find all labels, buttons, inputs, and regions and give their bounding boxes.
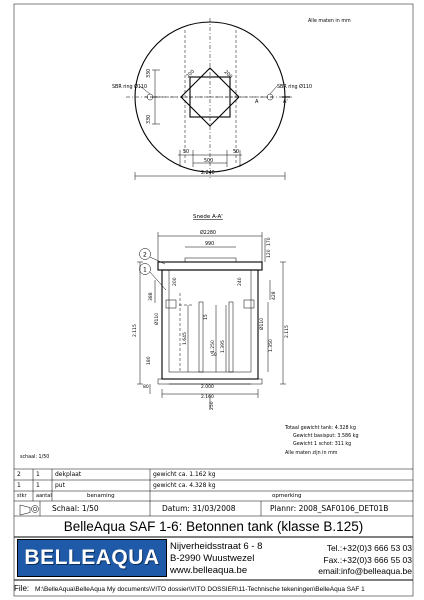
file-path: M:\BelleAqua\BelleAqua My documents\VITO dossier\VITO DOSSIER\11-Technische tekeningen\BelleAqua SAF 1 (34, 586, 365, 593)
header-name: benaming (87, 493, 115, 499)
section-title: Snede A-A' (193, 214, 223, 220)
company-fax: Fax.:+32(0)3 666 55 03 (323, 555, 412, 565)
company-email[interactable]: email:info@belleaqua.be (318, 566, 412, 576)
dim-15: 15 (204, 314, 209, 320)
dim-200: 200 (173, 277, 178, 286)
sbr-ring-left: SBR ring Ø110 (112, 85, 148, 90)
dim-phi110-left: Ø110 (155, 312, 160, 325)
outlet (244, 300, 254, 308)
company-logo (17, 539, 167, 577)
dim-388: 388 (149, 292, 154, 301)
header-nr: stkr (17, 493, 27, 499)
dim-120: 120 (267, 249, 272, 258)
top-note: Alle maten in mm (308, 19, 351, 24)
company-tel: Tel.:+32(0)3 666 53 03 (326, 543, 412, 553)
inlet (166, 300, 176, 308)
company-logo-text: BELLEAQUA (24, 546, 160, 569)
part-1-remark: gewicht ca. 4.328 kg (153, 482, 216, 489)
dim-1645: 1.645 (183, 332, 188, 345)
section-mark-a: A (255, 99, 259, 105)
file-path-line (14, 583, 413, 595)
company-city: B-2990 Wuustwezel (170, 553, 255, 564)
baffle-right (229, 302, 233, 372)
balloon-1-label: 1 (143, 266, 147, 274)
dim-phi110-right: Ø110 (260, 317, 265, 330)
dim-2115-right: 2.115 (285, 325, 290, 338)
manhole-lid (185, 258, 236, 262)
dimensions-note: Alle maten zijn in mm (285, 451, 338, 456)
sbr-ring-right: SBR ring Ø110 (277, 85, 313, 90)
cover-plate (158, 262, 262, 270)
dim-500: 500 (204, 159, 214, 164)
dim-2240: 2.240 (201, 171, 215, 176)
dim-250: 250 (210, 401, 215, 410)
header-remark: opmerking (272, 493, 302, 499)
dim-phi2280: Ø2280 (200, 231, 216, 236)
section-mark-a2: A' (283, 99, 288, 105)
dim-330-top: 330 (147, 68, 152, 78)
company-website[interactable]: www.belleaqua.be (170, 565, 248, 576)
dim-50: 50 (211, 353, 217, 358)
date-cell: Datum: 31/03/2008 (162, 504, 236, 513)
dim-2115-left: 2.115 (133, 324, 138, 337)
dim-1250: 1.250 (211, 340, 216, 353)
dim-1350: 1.350 (269, 339, 274, 352)
weight-total: Totaal gewicht tank: 4.328 kg (285, 426, 356, 431)
plan-view (112, 18, 312, 180)
baffle-left (199, 302, 203, 372)
base-plate (158, 379, 262, 384)
dim-240: 240 (238, 277, 243, 286)
projection-circle-icon (32, 506, 39, 513)
dim-180: 180 (147, 356, 152, 365)
projection-cone-icon (20, 505, 30, 515)
plan-number-cell: Plannr: 2008_SAF0106_DET01B (270, 504, 389, 513)
part-2-nr: 2 (17, 471, 21, 478)
dim-330-bottom: 330 (147, 114, 152, 124)
scale-cell: Schaal: 1/50 (52, 504, 99, 513)
header-qty: aantal (36, 493, 52, 499)
dim-2160: 2.160 (201, 395, 214, 400)
weights-notes (284, 425, 359, 456)
balloon-2-label: 2 (143, 251, 147, 259)
dim-80: 80 (143, 385, 149, 390)
dim-990: 990 (205, 242, 215, 247)
drawing-title: BelleAqua SAF 1-6: Betonnen tank (klasse B.125) (63, 519, 364, 534)
file-label: File: (14, 584, 30, 593)
dim-170: 170 (267, 237, 272, 246)
dim-200-left: 200 (185, 69, 196, 80)
part-2-qty: 1 (36, 471, 40, 478)
weight-baffle: Gewicht 1 schot: 311 kg (293, 442, 352, 447)
dim-50-right: 50 (233, 150, 240, 155)
dim-428: 428 (272, 291, 277, 300)
dim-2000: 2.000 (201, 385, 214, 390)
section-view (132, 214, 290, 410)
dim-200-right: 200 (222, 69, 233, 80)
weight-base: Gewicht basisput: 3.586 kg (293, 434, 359, 439)
dim-1395: 1.395 (221, 340, 226, 353)
scale-note: schaal: 1/50 (20, 455, 50, 460)
company-street: Nijverheidsstraat 6 - 8 (170, 541, 263, 552)
dim-50-left: 50 (183, 150, 190, 155)
part-1-qty: 1 (36, 482, 40, 489)
part-2-remark: gewicht ca. 1.162 kg (153, 471, 216, 478)
part-2-name: dekplaat (55, 471, 82, 478)
part-1-nr: 1 (17, 482, 21, 489)
part-1-name: put (55, 482, 65, 489)
